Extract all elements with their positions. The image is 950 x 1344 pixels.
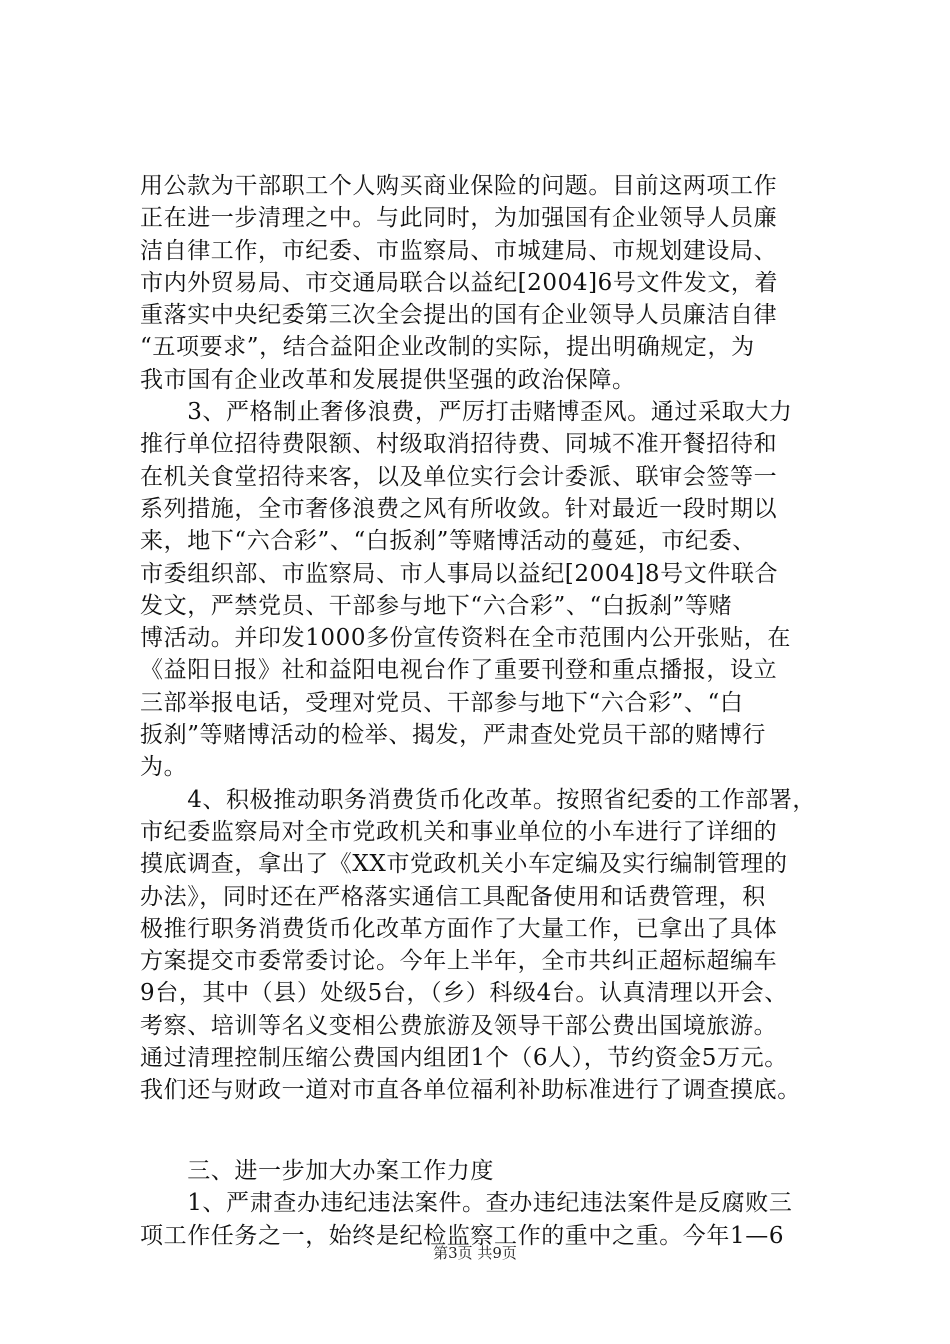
text-line: 洁自律工作，市纪委、市监察局、市城建局、市规划建设局、: [140, 237, 778, 264]
text-line: 办法》，同时还在严格落实通信工具配备使用和话费管理，积: [140, 883, 766, 910]
page-number-label: 第3页 共9页: [433, 1244, 517, 1262]
text-line: 9台，其中（县）处级5台，（乡）科级4台。认真清理以开会、: [140, 980, 788, 1007]
text-line: 为。: [140, 754, 188, 781]
section-spacer: [140, 1107, 840, 1155]
text-line: 极推行职务消费货币化改革方面作了大量工作，已拿出了具体: [140, 915, 778, 942]
text-line: 我们还与财政一道对市直各单位福利补助标准进行了调查摸底。: [140, 1077, 801, 1104]
text-line: 正在进一步清理之中。与此同时，为加强国有企业领导人员廉: [140, 205, 778, 232]
text-line: 《益阳日报》社和益阳电视台作了重要刊登和重点播报，设立: [140, 657, 778, 684]
text-line: 来，地下“六合彩”、“白扳刹”等赌博活动的蔓延，市纪委、: [140, 528, 756, 555]
text-line: 用公款为干部职工个人购买商业保险的问题。目前这两项工作: [140, 173, 778, 199]
text-line: 发文，严禁党员、干部参与地下“六合彩”、“白扳刹”等赌: [140, 592, 733, 619]
text-line: 方案提交市委常委讨论。今年上半年，全市共纠正超标超编车: [140, 948, 778, 975]
text-line: 考察、培训等名义变相公费旅游及领导干部公费出国境旅游。: [140, 1012, 778, 1039]
section-three: [140, 1155, 840, 1253]
text-line: 重落实中央纪委第三次全会提出的国有企业领导人员廉洁自律: [140, 302, 778, 329]
text-line: 博活动。并印发1000多份宣传资料在全市范围内公开张贴，在: [140, 625, 791, 652]
text-line: 我市国有企业改革和发展提供坚强的政治保障。: [140, 366, 636, 393]
text-line: 项工作任务之一，始终是纪检监察工作的重中之重。今年1—6: [140, 1222, 785, 1249]
text-line: 摸底调查，拿出了《XX市党政机关小车定编及实行编制管理的: [140, 851, 788, 878]
text-line: 1、严肃查办违纪违法案件。查办违纪违法案件是反腐败三: [140, 1190, 793, 1217]
text-line: 扳刹”等赌博活动的检举、揭发，严肃查处党员干部的赌博行: [140, 722, 766, 749]
section-heading: 三、进一步加大办案工作力度: [140, 1157, 494, 1184]
text-line: 通过清理控制压缩公费国内组团1个（6人），节约资金5万元。: [140, 1045, 788, 1072]
text-line: 推行单位招待费限额、村级取消招待费、同城不准开餐招待和: [140, 431, 778, 458]
document-body: [140, 170, 840, 1252]
text-line: 4、积极推动职务消费货币化改革。按照省纪委的工作部署，: [140, 786, 817, 813]
paragraph-block: [140, 170, 840, 1107]
text-line: 系列措施，全市奢侈浪费之风有所收敛。针对最近一段时期以: [140, 495, 778, 522]
text-line: 市内外贸易局、市交通局联合以益纪[2004]6号文件发文，着: [140, 269, 779, 296]
text-line: 市纪委监察局对全市党政机关和事业单位的小车进行了详细的: [140, 818, 778, 845]
text-line: 在机关食堂招待来客，以及单位实行会计委派、联审会签等一: [140, 463, 778, 490]
text-line: 市委组织部、市监察局、市人事局以益纪[2004]8号文件联合: [140, 560, 779, 587]
page-footer: [0, 1242, 950, 1263]
text-line: 三部举报电话，受理对党员、干部参与地下“六合彩”、“白: [140, 689, 744, 716]
text-line: 3、严格制止奢侈浪费，严厉打击赌博歪风。通过采取大力: [140, 399, 793, 426]
text-line: “五项要求”，结合益阳企业改制的实际，提出明确规定，为: [140, 334, 755, 361]
